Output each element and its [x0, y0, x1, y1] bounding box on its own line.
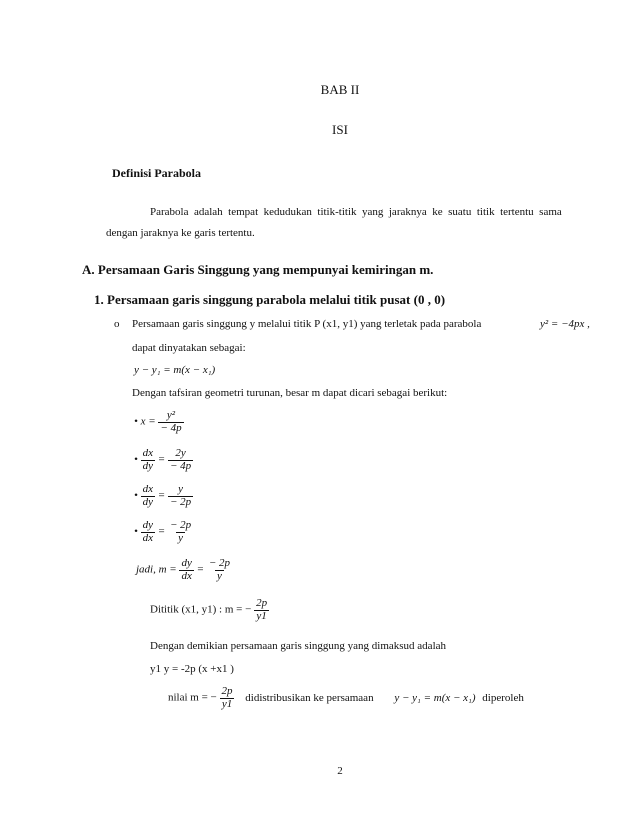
derivation-intro: Dengan tafsiran geometri turunan, besar m dapat dicari sebagai berikut:	[132, 387, 448, 399]
step-4-lhs-num: dy	[142, 519, 153, 531]
equals-sign: =	[196, 563, 205, 576]
definition-line-2: dengan jaraknya ke garis tertentu.	[106, 227, 255, 239]
step-4-numerator: − 2p	[169, 519, 192, 531]
step-4-fraction	[168, 520, 193, 544]
step-bullet-icon: •	[134, 525, 138, 538]
jadi-numerator: − 2p	[208, 557, 230, 569]
final-line-equation: y − y₁ = m(x − x₁)	[394, 691, 476, 704]
jadi-mid-fraction	[179, 558, 193, 582]
step-2-denominator: − 4p	[169, 459, 192, 472]
bullet-marker: o	[114, 318, 120, 330]
step-2-fraction	[168, 448, 193, 472]
step-4-denominator: y	[178, 531, 183, 544]
step-2-lhs-num: dx	[142, 447, 153, 459]
subsection-1-heading: 1. Persamaan garis singgung parabola melalui titik pusat (0 , 0)	[94, 292, 446, 307]
step-1-fraction	[158, 410, 183, 434]
step-4-lhs-den: dx	[142, 531, 153, 544]
bullet-text: Persamaan garis singgung y melalui titik P (x1, y1) yang terletak pada parabola	[132, 318, 482, 330]
equals-sign: =	[157, 489, 166, 502]
final-line	[168, 686, 524, 710]
step-2-lhs-den: dy	[142, 459, 153, 472]
final-middle-text: didistribusikan ke persamaan	[245, 691, 374, 704]
definition-heading: Definisi Parabola	[112, 166, 201, 180]
page-number: 2	[337, 765, 343, 777]
result-equation: y1 y = -2p (x +x1 )	[150, 663, 234, 675]
at-point-equation	[150, 598, 269, 622]
step-2-lhs-fraction	[141, 448, 155, 472]
step-1-lhs: x =	[140, 415, 156, 428]
step-bullet-icon: •	[134, 453, 138, 466]
derivation-step-1	[134, 410, 184, 434]
chapter-label: BAB II	[320, 82, 360, 97]
final-prefix: nilai m = −	[168, 691, 217, 704]
chapter-title: ISI	[332, 122, 348, 137]
final-denominator: y1	[221, 697, 233, 710]
at-point-numerator: 2p	[256, 597, 268, 609]
step-bullet-icon: •	[134, 489, 138, 502]
final-fraction	[220, 686, 235, 710]
jadi-mid-num: dy	[181, 557, 192, 569]
equals-sign: =	[157, 453, 166, 466]
step-3-numerator: y	[178, 483, 183, 495]
step-1-numerator: y²	[166, 409, 176, 421]
derivation-step-3	[134, 484, 193, 508]
stated-as-text: dapat dinyatakan sebagai:	[132, 342, 246, 354]
step-3-lhs-fraction	[141, 484, 155, 508]
definition-line-1: Parabola adalah tempat kedudukan titik-titik yang jaraknya ke suatu titik tertentu sama	[150, 206, 562, 218]
line-equation: y − y₁ = m(x − x₁)	[134, 364, 216, 376]
jadi-mid-den: dx	[181, 569, 192, 582]
derivation-step-2	[134, 448, 193, 472]
step-bullet-icon: •	[134, 415, 138, 428]
at-point-text: Dititik (x1, y1) : m = −	[150, 603, 252, 616]
step-3-lhs-num: dx	[142, 483, 153, 495]
step-2-numerator: 2y	[175, 447, 186, 459]
conclusion-text: Dengan demikian persamaan garis singgung yang dimaksud adalah	[150, 640, 447, 652]
at-point-fraction	[254, 598, 269, 622]
jadi-equation	[136, 558, 232, 582]
jadi-denominator: y	[216, 569, 222, 582]
equals-sign: =	[157, 525, 166, 538]
final-numerator: 2p	[221, 685, 233, 697]
step-3-fraction	[168, 484, 193, 508]
final-suffix: diperoleh	[482, 691, 524, 704]
step-4-lhs-fraction	[141, 520, 155, 544]
section-a-heading: A. Persamaan Garis Singgung yang mempunyai kemiringan m.	[82, 262, 434, 277]
jadi-fraction	[207, 558, 232, 582]
step-3-denominator: − 2p	[169, 495, 192, 508]
parabola-equation: y² = −4px ,	[540, 318, 590, 330]
derivation-step-4	[134, 520, 193, 544]
step-1-denominator: − 4p	[160, 421, 182, 434]
at-point-denominator: y1	[256, 609, 267, 622]
jadi-prefix: jadi, m =	[136, 563, 177, 576]
step-3-lhs-den: dy	[142, 495, 153, 508]
